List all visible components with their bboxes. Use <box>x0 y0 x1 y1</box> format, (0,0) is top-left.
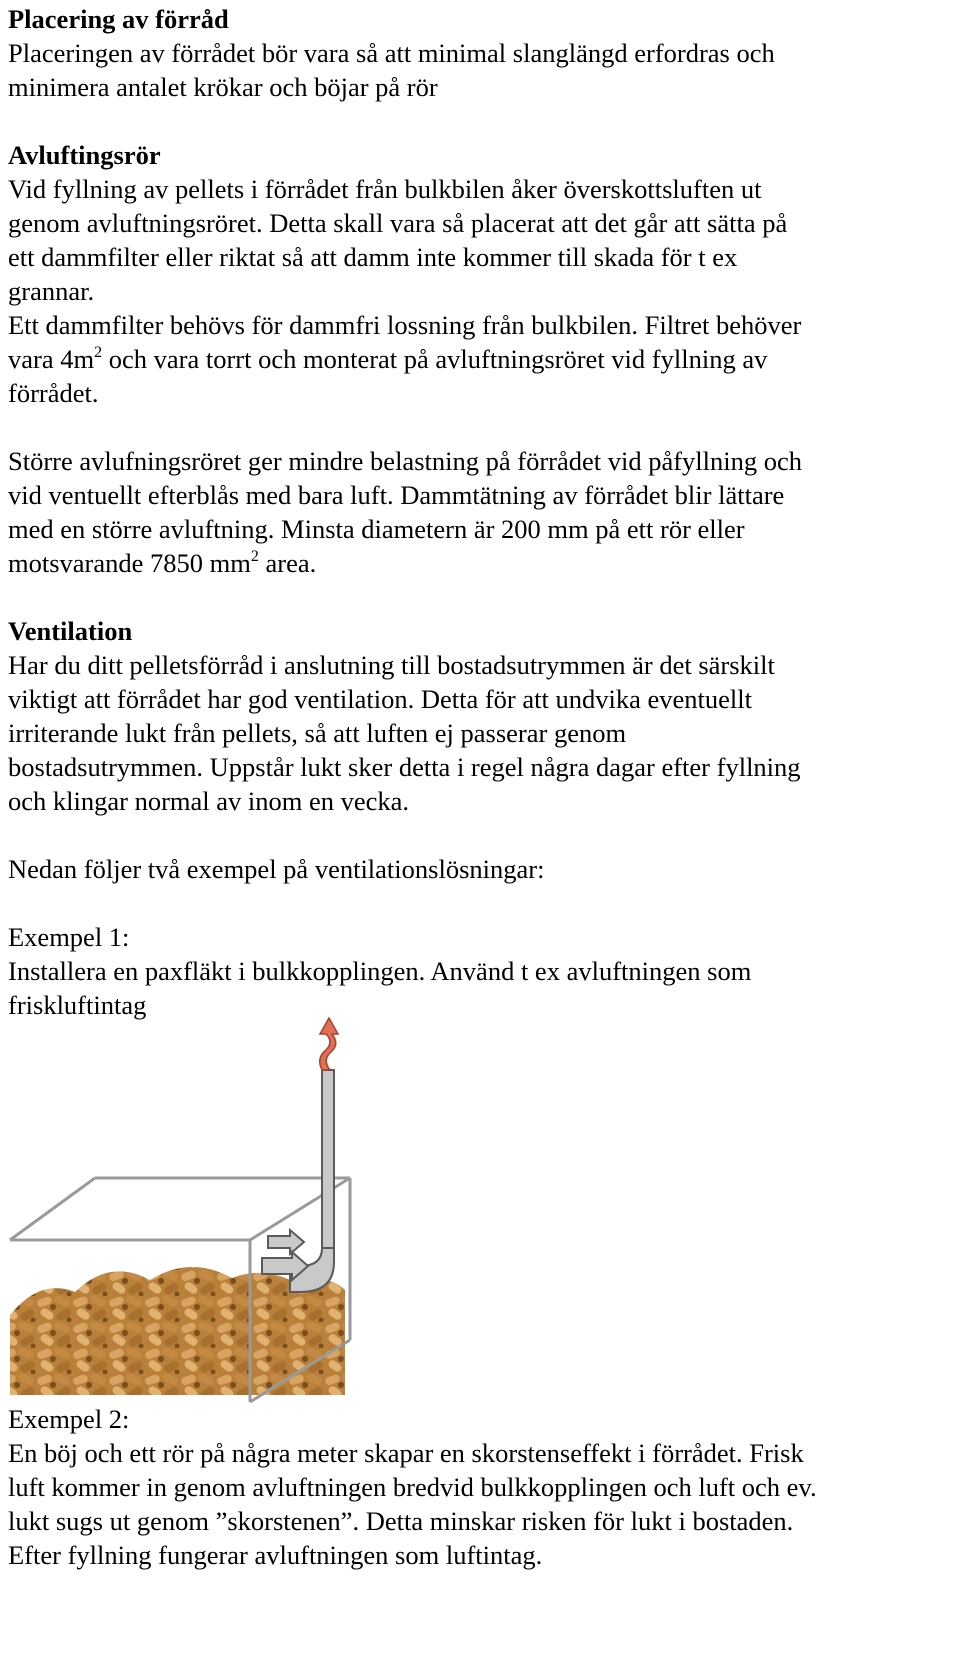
heading-avluftingsror: Avluftingsrör <box>8 140 161 170</box>
example-1-label: Exempel 1: <box>8 922 130 952</box>
heading-placering: Placering av förråd <box>8 4 229 34</box>
air-out-arrow-icon <box>320 1018 338 1070</box>
text-line-area <box>8 546 316 580</box>
text-segment: area. <box>258 548 317 578</box>
text-line: friskluftintag <box>8 990 147 1020</box>
text-segment: vara 4m <box>8 344 95 374</box>
text-line: och klingar normal av inom en vecka. <box>8 786 410 816</box>
text-line: En böj och ett rör på några meter skapar en skorstenseffekt i förrådet. Frisk <box>8 1438 804 1468</box>
text-segment: och vara torrt och monterat på avluftningsröret vid fyllning av <box>102 344 768 374</box>
text-line: Placeringen av förrådet bör vara så att minimal slanglängd erfordras och <box>8 38 775 68</box>
text-line: Vid fyllning av pellets i förrådet från bulkbilen åker överskottsluften ut <box>8 174 762 204</box>
text-line: Ett dammfilter behövs för dammfri lossning från bulkbilen. Filtret behöver <box>8 310 802 340</box>
text-line: Större avlufningsröret ger mindre belastning på förrådet vid påfyllning och <box>8 446 803 476</box>
text-line: ett dammfilter eller riktat så att damm inte kommer till skada för t ex <box>8 242 738 272</box>
text-line-examples-intro: Nedan följer två exempel på ventilationslösningar: <box>8 854 545 884</box>
superscript: 2 <box>94 344 103 361</box>
text-line: bostadsutrymmen. Uppstår lukt sker detta i regel några dagar efter fyllning <box>8 752 801 782</box>
superscript: 2 <box>250 548 259 565</box>
air-in-arrow-icon <box>262 1230 308 1280</box>
text-line: Efter fyllning fungerar avluftningen som luftintag. <box>8 1540 543 1570</box>
text-line: förrådet. <box>8 378 99 408</box>
text-line: lukt sugs ut genom ”skorstenen”. Detta minskar risken för lukt i bostaden. <box>8 1506 794 1536</box>
text-line: luft kommer in genom avluftningen bredvid bulkkopplingen och luft och ev. <box>8 1472 817 1502</box>
text-line: grannar. <box>8 276 95 306</box>
text-line: minimera antalet krökar och böjar på rör <box>8 72 438 102</box>
text-line: genom avluftningsröret. Detta skall vara så placerat att det går att sätta på <box>8 208 788 238</box>
text-line: vid ventuellt efterblås med bara luft. Dammtätning av förrådet blir lättare <box>8 480 785 510</box>
text-segment: motsvarande 7850 mm <box>8 548 251 578</box>
text-line: Har du ditt pelletsförråd i anslutning till bostadsutrymmen är det särskilt <box>8 650 775 680</box>
heading-ventilation: Ventilation <box>8 616 133 646</box>
example-2-label: Exempel 2: <box>8 1404 130 1434</box>
text-line: viktigt att förrådet har god ventilation. Detta för att undvika eventuellt <box>8 684 752 714</box>
text-line-filter-area <box>8 342 767 376</box>
pellet-bin-illustration <box>0 1010 400 1405</box>
text-line: Installera en paxfläkt i bulkkopplingen. Använd t ex avluftningen som <box>8 956 752 986</box>
text-line: irriterande lukt från pellets, så att luften ej passerar genom <box>8 718 627 748</box>
text-line: med en större avluftning. Minsta diametern är 200 mm på ett rör eller <box>8 514 745 544</box>
